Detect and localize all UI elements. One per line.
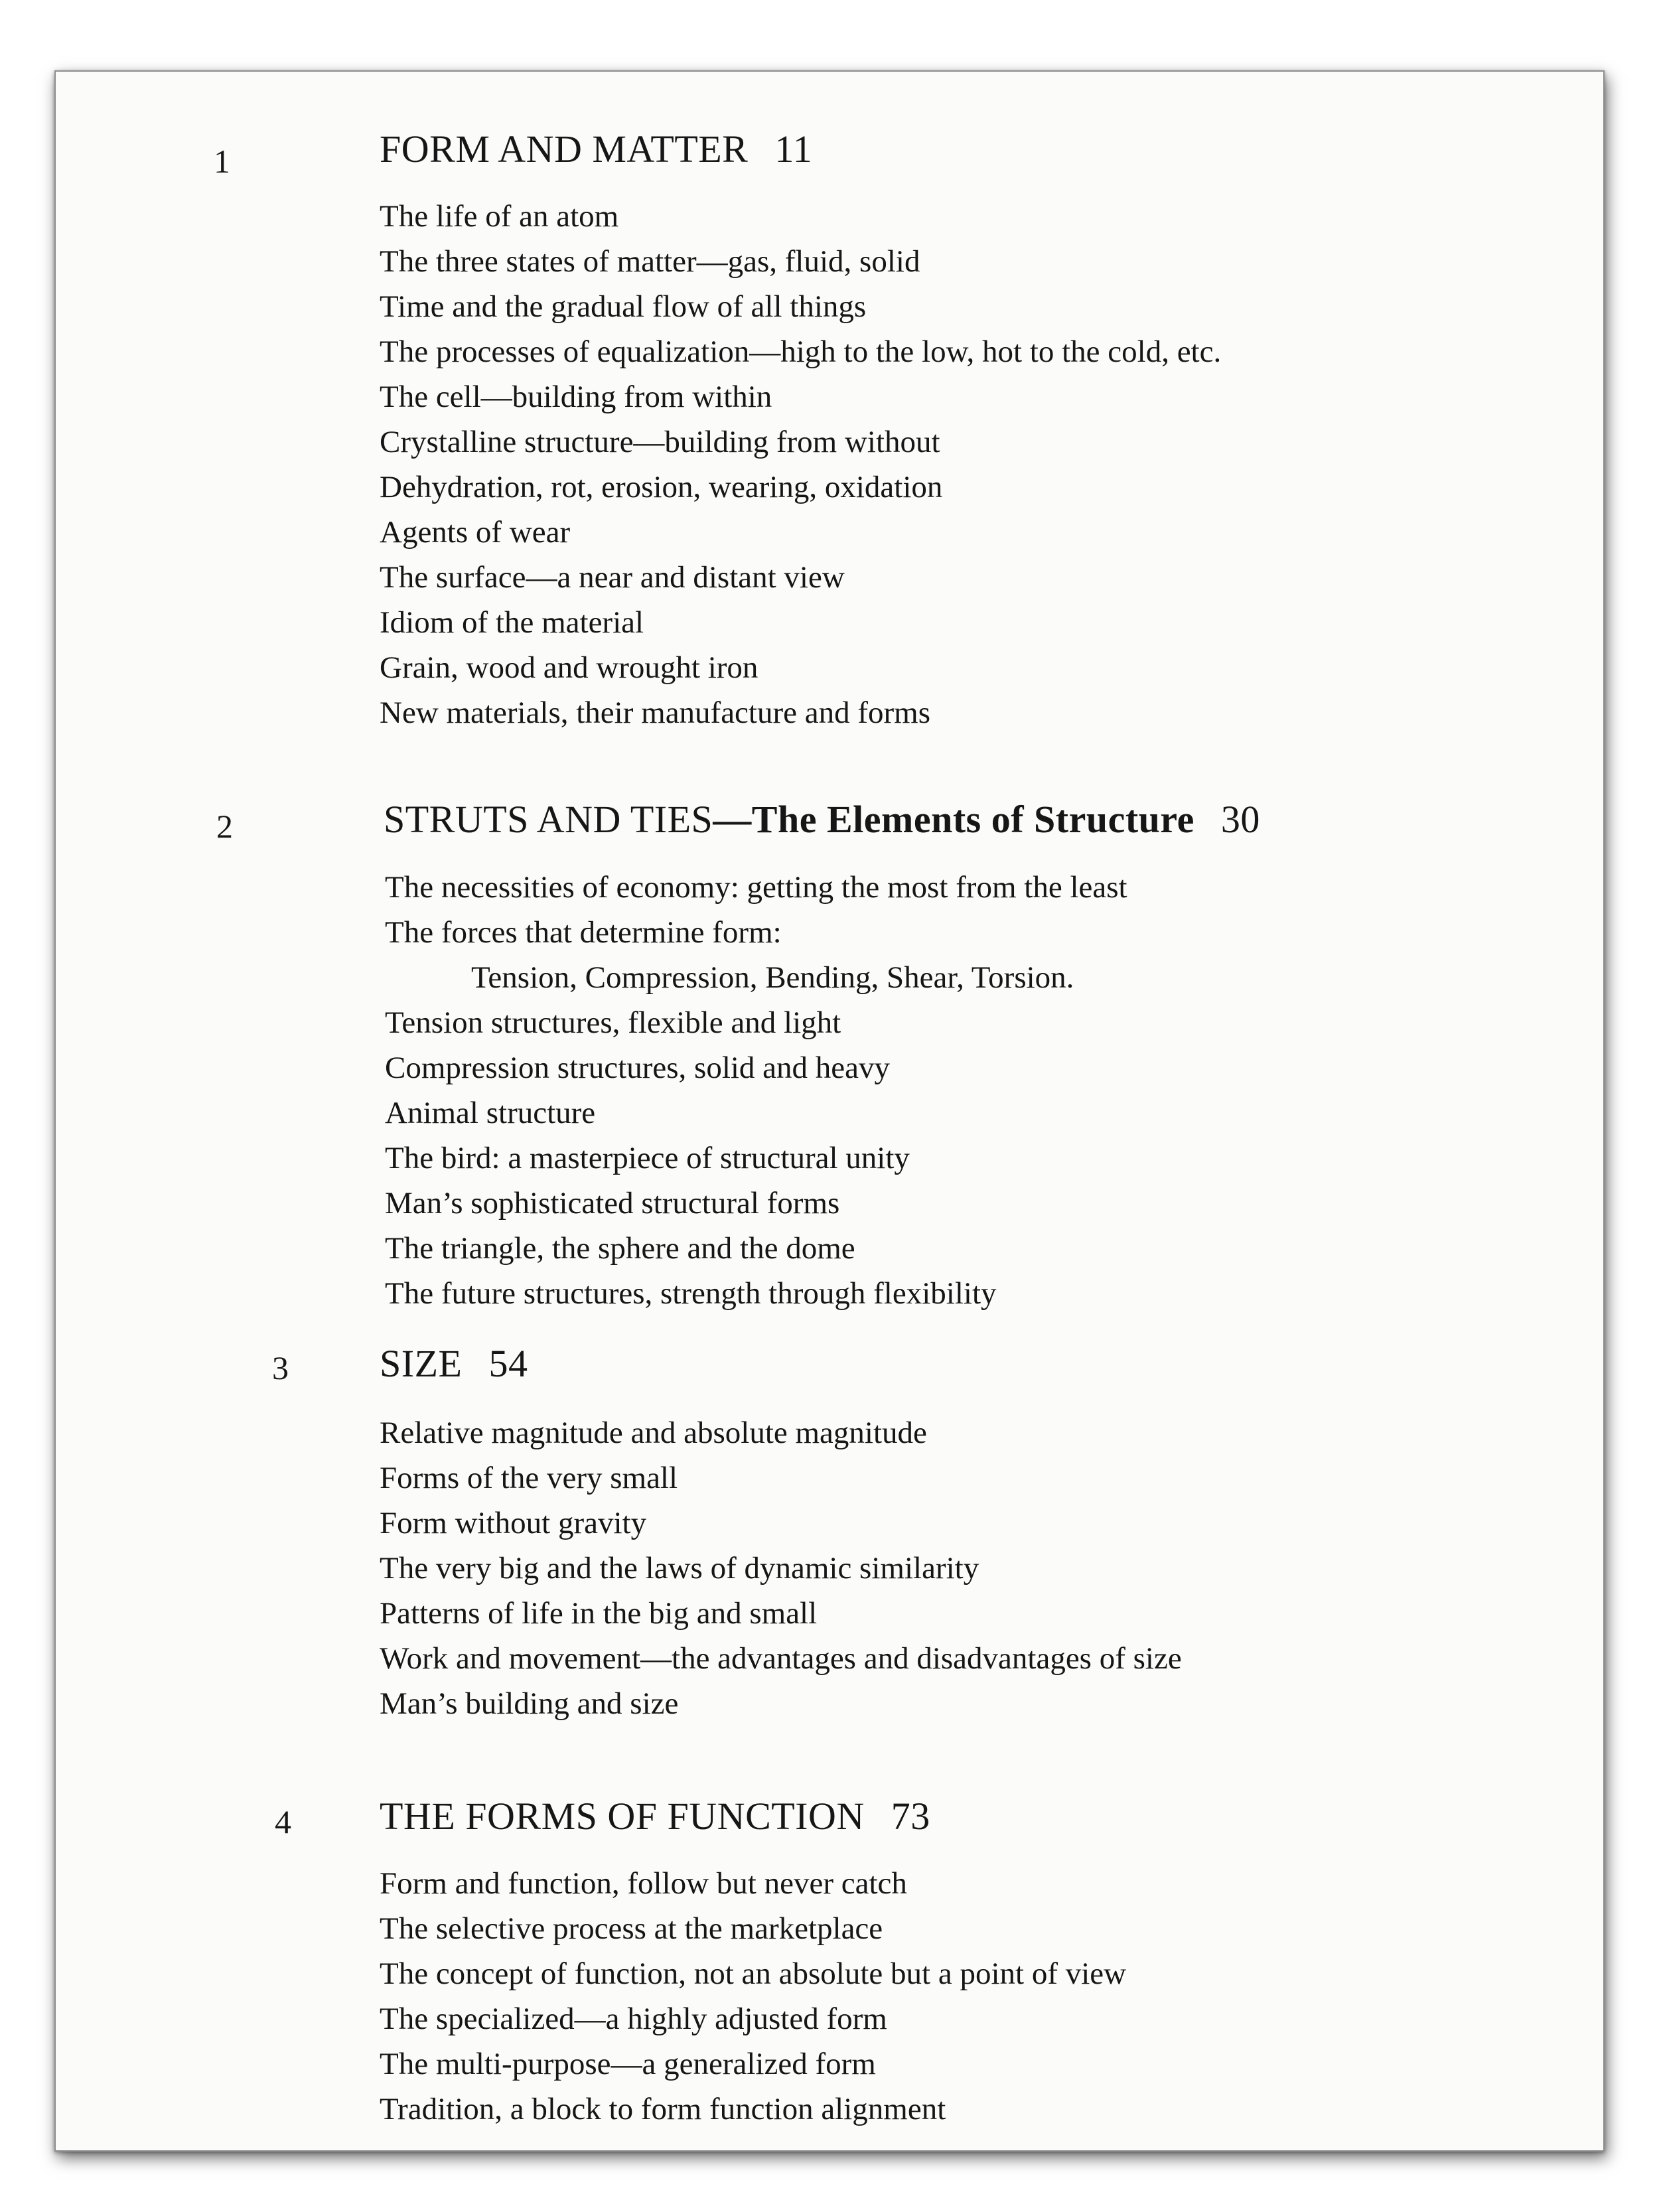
chapter-page-number: 73 [891, 1795, 930, 1838]
topic-item: Tradition, a block to form function alignment [380, 2092, 946, 2126]
topic-item: The processes of equalization—high to the low, hot to the cold, etc. [380, 334, 1222, 369]
topic-item: The very big and the laws of dynamic similarity [380, 1551, 979, 1585]
chapter-page-number: 11 [774, 127, 813, 171]
topic-list [380, 1410, 1182, 1726]
topic-item: The necessities of economy: getting the most from the least [385, 870, 1127, 905]
topic-item: The bird: a masterpiece of structural unity [385, 1141, 910, 1175]
chapter-number: 3 [272, 1349, 289, 1386]
chapter-title: THE FORMS OF FUNCTION [380, 1795, 865, 1838]
topic-item: Form and function, follow but never catch [380, 1866, 907, 1901]
topic-item: The multi-purpose—a generalized form [380, 2047, 876, 2081]
chapter-number: 1 [214, 143, 230, 180]
topic-item: Relative magnitude and absolute magnitude [380, 1416, 927, 1450]
topic-item: Agents of wear [380, 515, 571, 550]
chapter-number: 4 [275, 1803, 291, 1840]
topic-item: Compression structures, solid and heavy [385, 1051, 891, 1085]
chapter-heading [384, 800, 1260, 839]
topic-item: Patterns of life in the big and small [380, 1596, 818, 1631]
chapter-title [384, 798, 1194, 841]
topic-list [380, 1861, 1126, 2132]
contents-page [54, 70, 1605, 2152]
chapter-heading [380, 127, 813, 171]
chapter-title: SIZE [380, 1342, 463, 1385]
topic-item: Animal structure [385, 1096, 596, 1130]
topic-item-indented: Tension, Compression, Bending, Shear, Torsion. [471, 960, 1074, 995]
topic-item: Man’s building and size [380, 1686, 679, 1721]
chapter-heading [380, 1797, 930, 1836]
topic-item: Tension structures, flexible and light [385, 1005, 841, 1040]
chapter-page-number: 30 [1220, 798, 1260, 841]
topic-item: Crystalline structure—building from without [380, 425, 940, 459]
topic-item: The concept of function, not an absolute but a point of view [380, 1956, 1127, 1991]
chapter-title-main: STRUTS AND TIES [384, 798, 713, 841]
chapter-page-number: 54 [488, 1342, 528, 1385]
topic-item: Grain, wood and wrought iron [380, 650, 758, 685]
topic-item: The cell—building from within [380, 380, 772, 414]
topic-item: The surface—a near and distant view [380, 560, 845, 595]
chapter-number: 2 [216, 808, 233, 845]
topic-list [380, 194, 1221, 735]
topic-item: The selective process at the marketplace [380, 1911, 883, 1946]
topic-item: The forces that determine form: [385, 915, 782, 950]
topic-item: The three states of matter—gas, fluid, solid [380, 244, 920, 279]
topic-item: The life of an atom [380, 199, 619, 234]
topic-list [385, 865, 1127, 1316]
topic-item: Forms of the very small [380, 1461, 678, 1495]
topic-item: New materials, their manufacture and forms [380, 696, 931, 730]
chapter-subtitle: —The Elements of Structure [713, 798, 1194, 841]
topic-item: The specialized—a highly adjusted form [380, 2002, 887, 2036]
chapter-title: FORM AND MATTER [380, 127, 749, 171]
topic-item: Idiom of the material [380, 605, 644, 640]
topic-item: Time and the gradual flow of all things [380, 289, 867, 324]
chapter-heading [380, 1342, 528, 1385]
topic-item: The triangle, the sphere and the dome [385, 1231, 855, 1266]
topic-item: Man’s sophisticated structural forms [385, 1186, 840, 1220]
topic-item: The future structures, strength through flexibility [385, 1276, 997, 1311]
topic-item: Dehydration, rot, erosion, wearing, oxidation [380, 470, 943, 504]
topic-item: Work and movement—the advantages and disadvantages of size [380, 1641, 1182, 1676]
topic-item: Form without gravity [380, 1506, 647, 1540]
